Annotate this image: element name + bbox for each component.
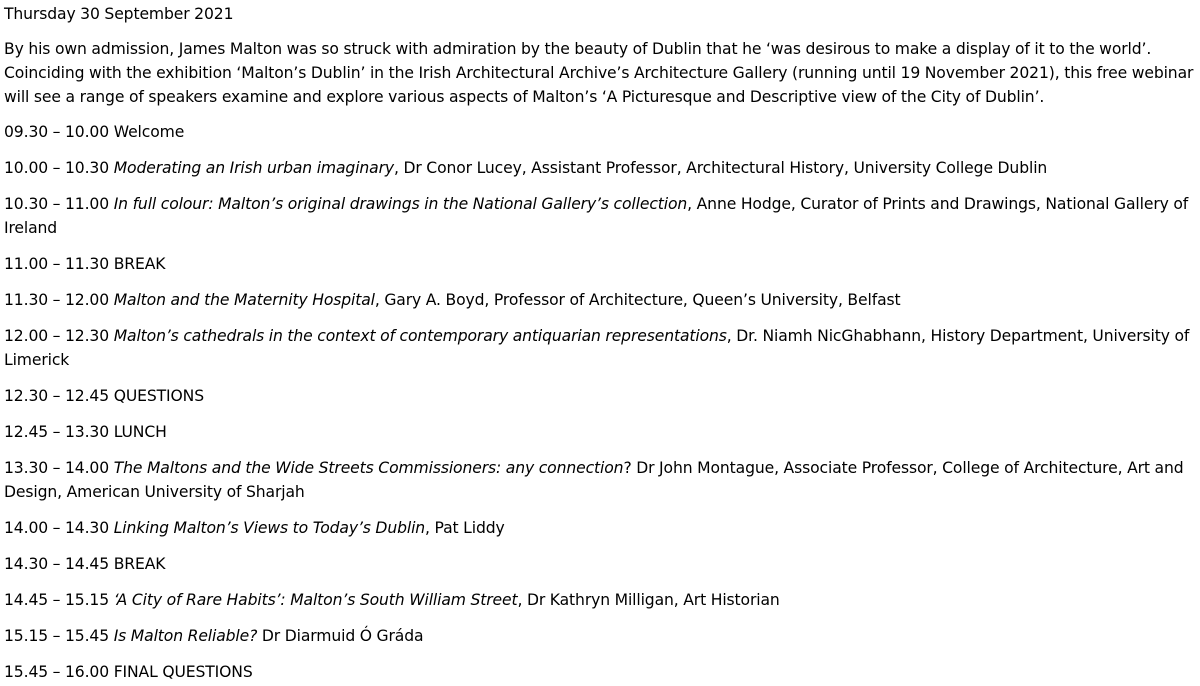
schedule-item xyxy=(4,288,1196,312)
talk-detail: QUESTIONS xyxy=(113,387,205,405)
event-intro: By his own admission, James Malton was so struck with admiration by the beauty of Dublin that he ‘was desirous to make a display of it to the world’. Coinciding with the exhibition ‘Malton’s Dublin’ in the Irish Architectural Archive’s Architecture Gallery (running until 19 November 2021), this free webinar will see a range of speakers examine and explore various aspects of Malton’s ‘A Picturesque and Descriptive view of the City of Dublin’. xyxy=(4,40,1194,106)
schedule-item xyxy=(4,156,1196,180)
schedule-time: 14.30 – 14.45 xyxy=(4,555,110,573)
event-date: Thursday 30 September 2021 xyxy=(4,5,234,23)
schedule-item xyxy=(4,588,1196,612)
schedule-item xyxy=(4,552,1196,576)
schedule-item xyxy=(4,120,1196,144)
schedule-time: 11.30 – 12.00 xyxy=(4,291,110,309)
talk-title: Is Malton Reliable? xyxy=(113,627,258,645)
talk-title: Linking Malton’s Views to Today’s Dublin xyxy=(113,519,426,537)
talk-title: Malton’s cathedrals in the context of contemporary antiquarian representations xyxy=(113,327,727,345)
schedule-list xyxy=(4,120,1196,684)
schedule-time: 12.30 – 12.45 xyxy=(4,387,110,405)
schedule-item xyxy=(4,660,1196,684)
talk-title: The Maltons and the Wide Streets Commissioners: any connection xyxy=(113,459,624,477)
schedule-time: 12.00 – 12.30 xyxy=(4,327,110,345)
schedule-time: 15.45 – 16.00 xyxy=(4,663,110,681)
schedule-item xyxy=(4,624,1196,648)
schedule-time: 09.30 – 10.00 xyxy=(4,123,110,141)
talk-detail: , Gary A. Boyd, Professor of Architecture, Queen’s University, Belfast xyxy=(374,291,901,309)
schedule-time: 15.15 – 15.45 xyxy=(4,627,110,645)
schedule-time: 14.00 – 14.30 xyxy=(4,519,110,537)
talk-title: Moderating an Irish urban imaginary xyxy=(113,159,395,177)
schedule-item xyxy=(4,420,1196,444)
talk-detail: BREAK xyxy=(113,555,166,573)
talk-detail: Dr Diarmuid Ó Gráda xyxy=(257,627,424,645)
talk-title: ‘A City of Rare Habits’: Malton’s South William Street xyxy=(113,591,518,609)
schedule-item xyxy=(4,324,1196,372)
talk-detail: , Dr. Niamh NicGhabhann, History Department, University of Limerick xyxy=(4,327,1190,369)
talk-detail: , Anne Hodge, Curator of Prints and Drawings, National Gallery of Ireland xyxy=(4,195,1189,237)
talk-detail: , Dr Kathryn Milligan, Art Historian xyxy=(517,591,780,609)
schedule-item xyxy=(4,252,1196,276)
schedule-time: 10.30 – 11.00 xyxy=(4,195,110,213)
schedule-time: 12.45 – 13.30 xyxy=(4,423,110,441)
schedule-time: 14.45 – 15.15 xyxy=(4,591,110,609)
talk-detail: , Dr Conor Lucey, Assistant Professor, Architectural History, University College Dublin xyxy=(394,159,1048,177)
talk-title: In full colour: Malton’s original drawings in the National Gallery’s collection xyxy=(113,195,688,213)
talk-title: Malton and the Maternity Hospital xyxy=(113,291,375,309)
talk-detail: , Pat Liddy xyxy=(425,519,505,537)
schedule-item xyxy=(4,456,1196,504)
talk-detail: ? Dr John Montague, Associate Professor, College of Architecture, Art and Design, American University of Sharjah xyxy=(4,459,1184,501)
talk-detail: LUNCH xyxy=(113,423,167,441)
schedule-item xyxy=(4,516,1196,540)
schedule-item xyxy=(4,192,1196,240)
talk-detail: BREAK xyxy=(113,255,166,273)
schedule-time: 10.00 – 10.30 xyxy=(4,159,110,177)
talk-detail: FINAL QUESTIONS xyxy=(113,663,253,681)
schedule-time: 11.00 – 11.30 xyxy=(4,255,110,273)
schedule-item xyxy=(4,384,1196,408)
schedule-time: 13.30 – 14.00 xyxy=(4,459,110,477)
talk-detail: Welcome xyxy=(113,123,185,141)
